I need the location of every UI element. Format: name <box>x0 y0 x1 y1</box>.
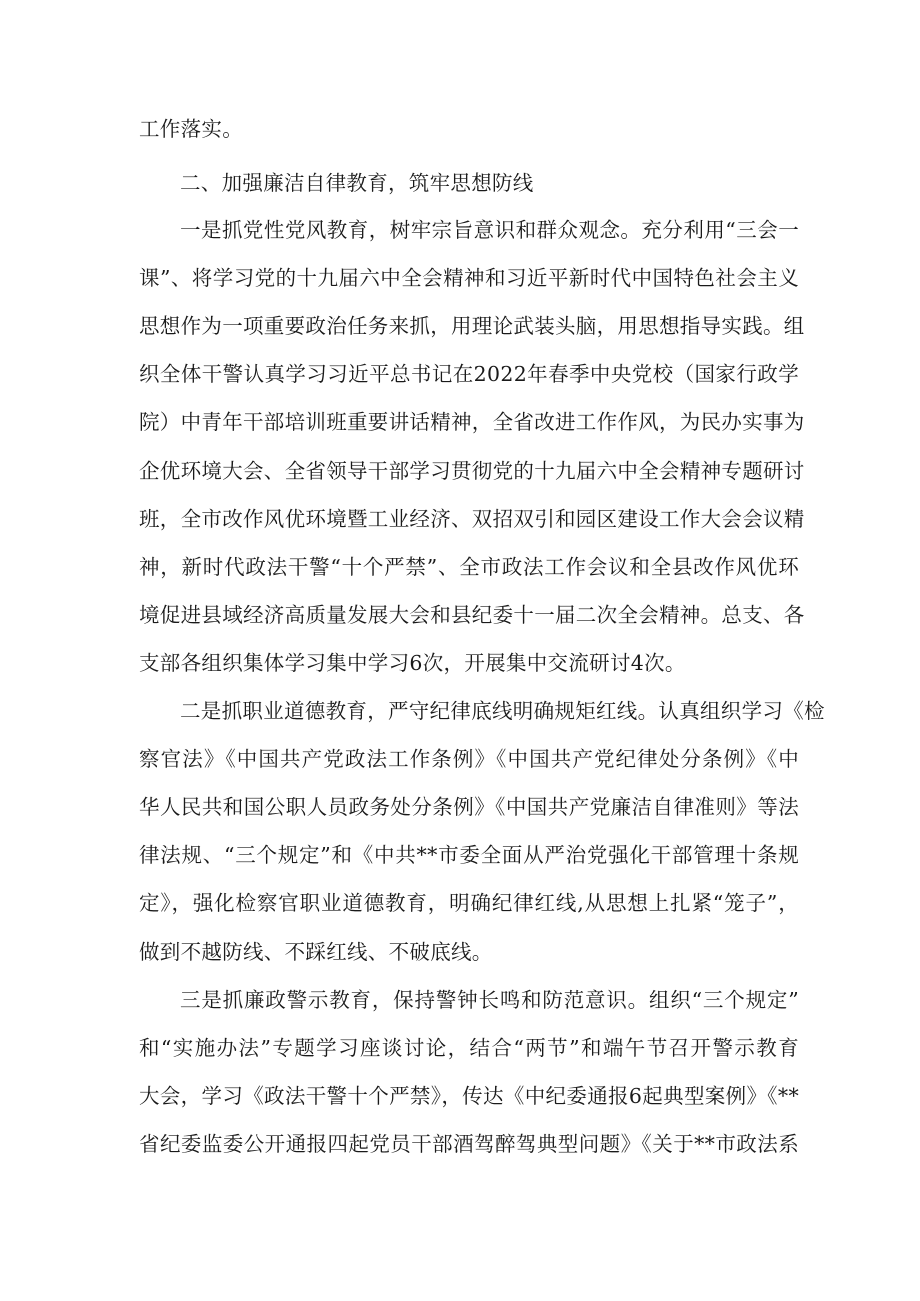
paragraph-line: 律法规、“三个规定”和《中共**市委全面从严治党强化干部管理十条规 <box>139 843 799 867</box>
paragraph-line: 察官法》《中国共产党政法工作条例》《中国共产党纪律处分条例》《中 <box>139 747 799 771</box>
paragraph-line: 院）中青年干部培训班重要讲话精神，全省改进工作作风，为民办实事为 <box>139 410 805 434</box>
paragraph-line: 神，新时代政法干警“十个严禁”、全市政法工作会议和全县改作风优环 <box>139 555 799 579</box>
paragraph-line: 定》，强化检察官职业道德教育，明确纪律红线,从思想上扎紧“笼子”， <box>139 891 799 915</box>
paragraph-line: 境促进县域经济高质量发展大会和县纪委十一届二次全会精神。总支、各 <box>139 603 805 627</box>
paragraph-line: 支部各组织集体学习集中学习6次，开展集中交流研讨4次。 <box>139 651 686 675</box>
section-heading: 二、加强廉洁自律教育，筑牢思想防线 <box>180 171 534 195</box>
paragraph-line: 思想作为一项重要政治任务来抓，用理论武装头脑，用思想指导实践。组 <box>139 314 805 338</box>
paragraph-line: 班，全市改作风优环境暨工业经济、双招双引和园区建设工作大会会议精 <box>139 507 805 531</box>
paragraph-line: 做到不越防线、不踩红线、不破底线。 <box>139 940 493 964</box>
paragraph-line: 大会，学习《政法干警十个严禁》，传达《中纪委通报6起典型案例》《** <box>139 1084 799 1108</box>
paragraph-line: 课”、将学习党的十九届六中全会精神和习近平新时代中国特色社会主义 <box>139 266 799 290</box>
paragraph-line: 企优环境大会、全省领导干部学习贯彻党的十九届六中全会精神专题研讨 <box>139 459 805 483</box>
paragraph-line: 二是抓职业道德教育，严守纪律底线明确规矩红线。认真组织学习《检 <box>180 699 825 723</box>
paragraph-line: 一是抓党性党风教育，树牢宗旨意识和群众观念。充分利用“三会一 <box>180 218 799 242</box>
paragraph-line: 华人民共和国公职人员政务处分条例》《中国共产党廉洁自律准则》等法 <box>139 795 799 819</box>
paragraph-line: 工作落实。 <box>139 117 243 141</box>
paragraph-line: 省纪委监委公开通报四起党员干部酒驾醉驾典型问题》《关于**市政法系 <box>139 1132 799 1156</box>
paragraph-line: 和“实施办法”专题学习座谈讨论，结合“两节”和端午节召开警示教育 <box>139 1036 799 1060</box>
paragraph-line: 织全体干警认真学习习近平总书记在2022年春季中央党校（国家行政学 <box>139 362 799 386</box>
paragraph-line: 三是抓廉政警示教育，保持警钟长鸣和防范意识。组织“三个规定” <box>180 988 799 1012</box>
